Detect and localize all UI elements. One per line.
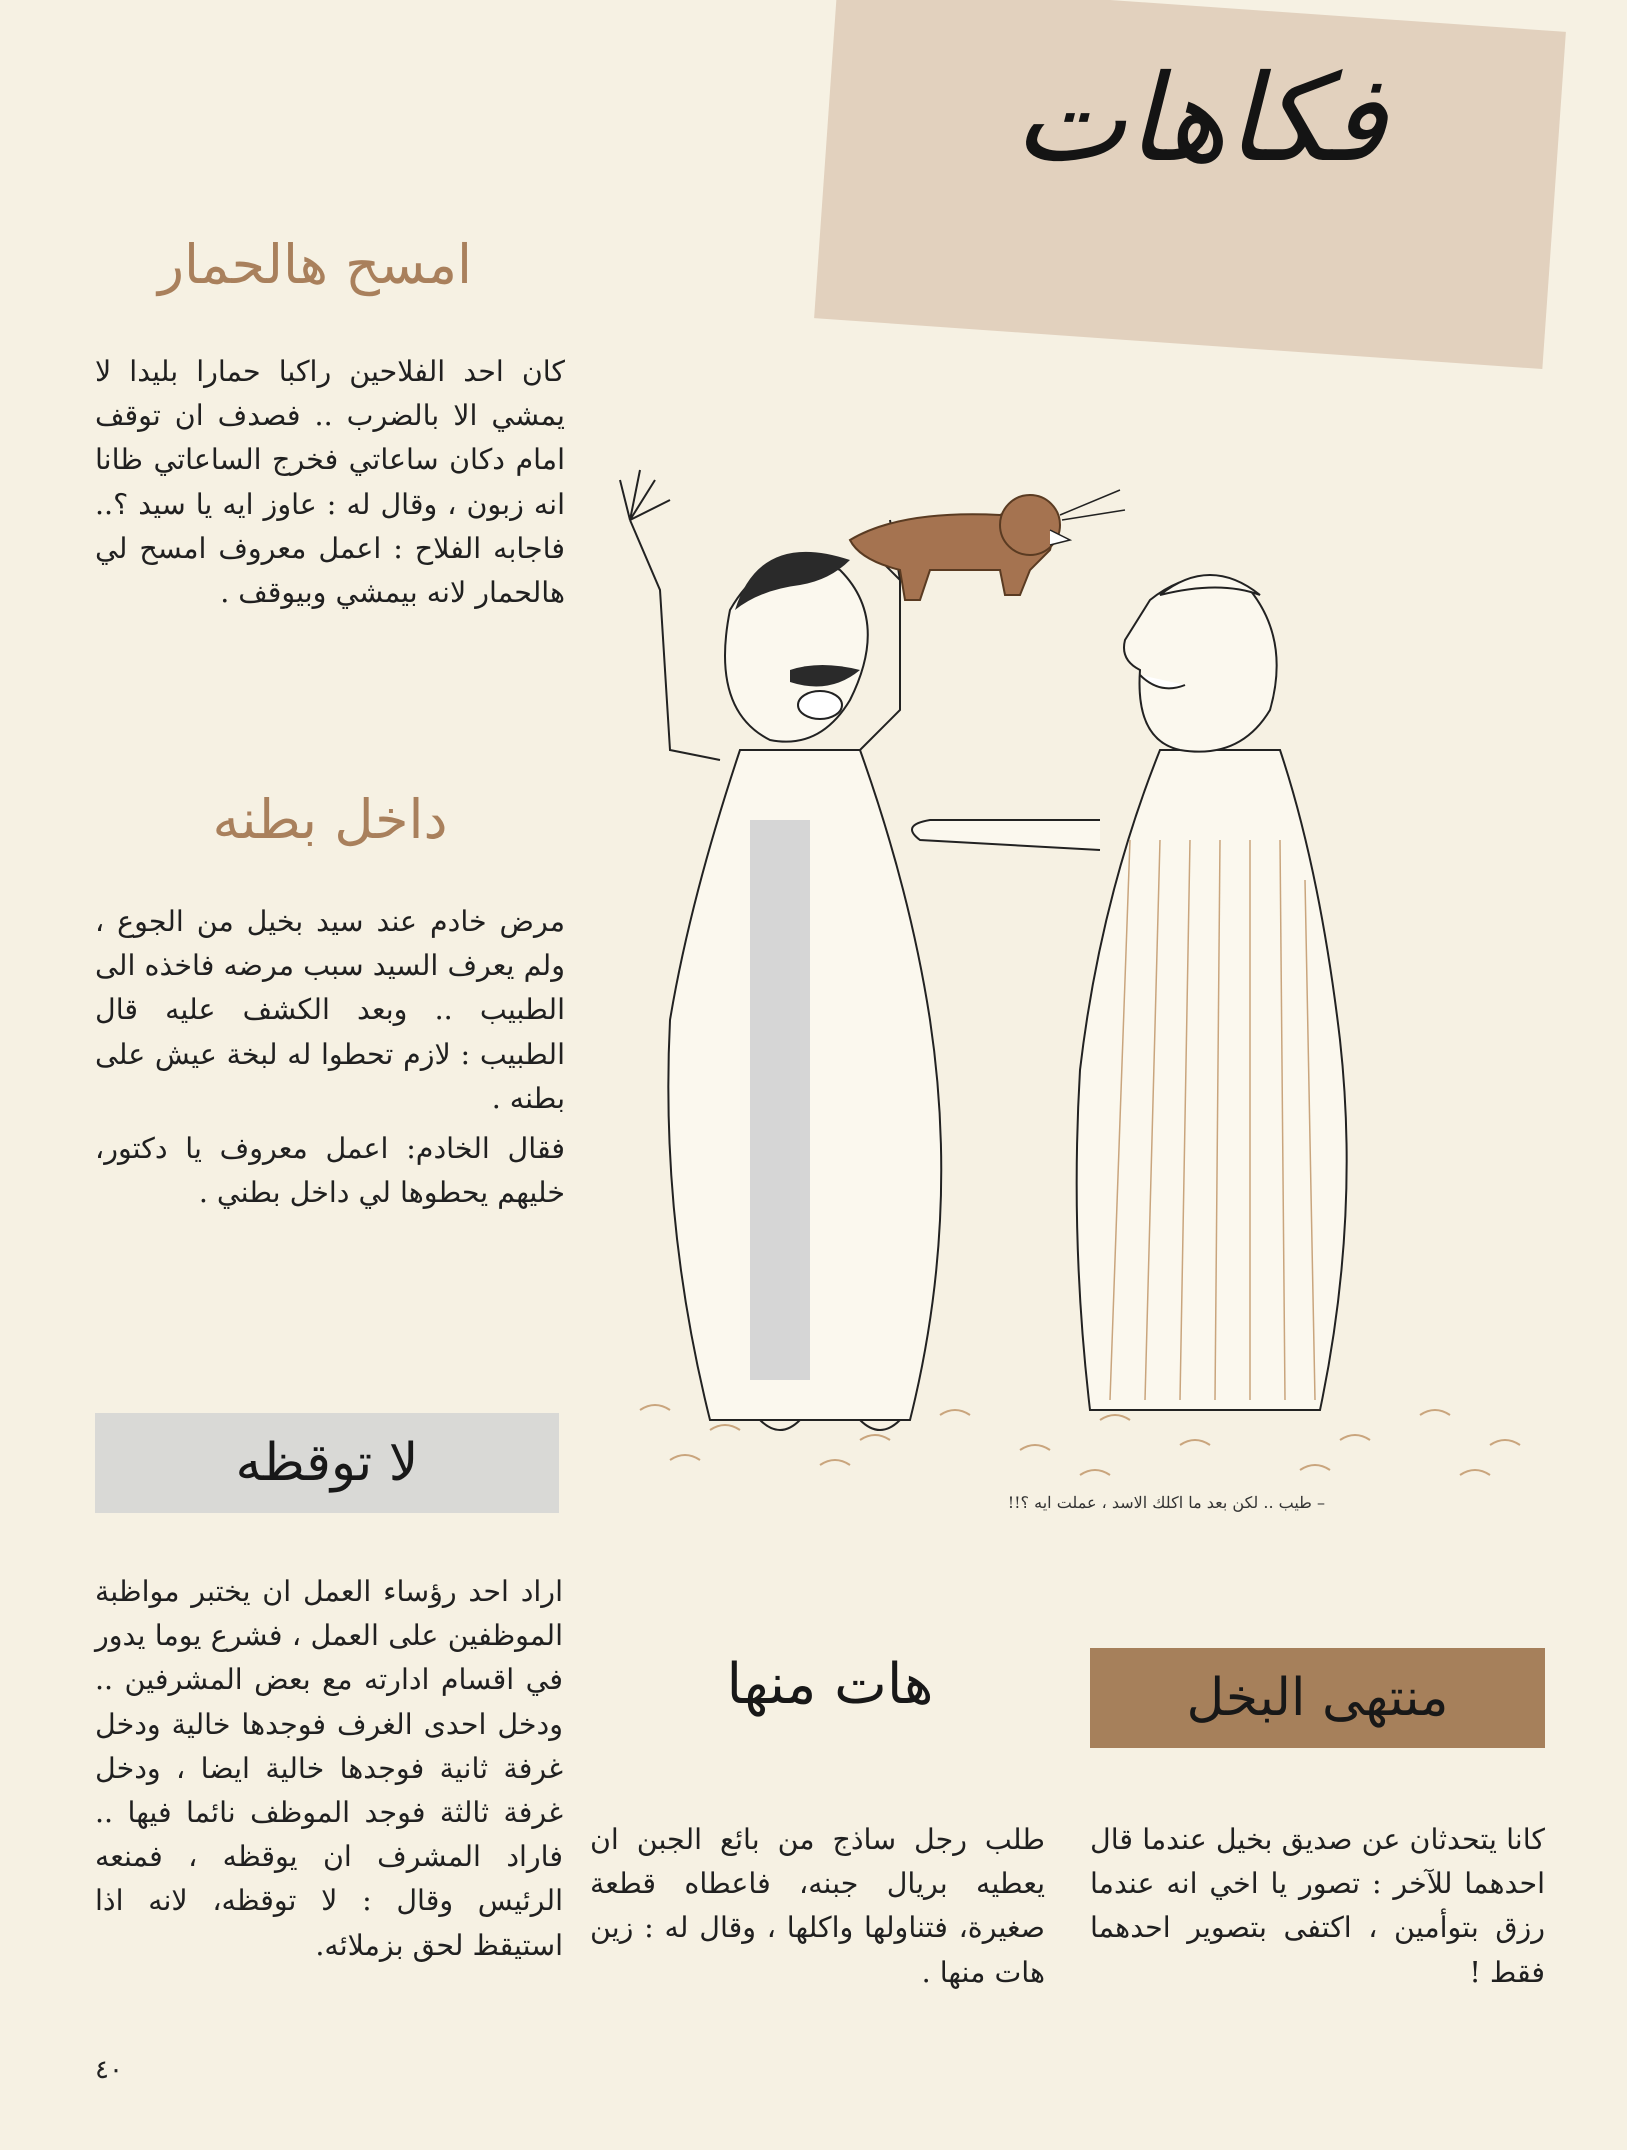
paragraph: فقال الخادم: اعمل معروف يا دكتور، خليهم يحطوها لي داخل بطني . xyxy=(95,1132,565,1210)
article-title-stingy: منتهى البخل xyxy=(1186,1668,1449,1728)
smiling-man xyxy=(912,575,1347,1410)
article-title-donkey: امسح هالحمار xyxy=(157,233,473,296)
title-bar-stingy xyxy=(1090,1648,1545,1748)
masthead-title: فكاهات xyxy=(1013,50,1387,189)
article-title-dont-wake: لا توقظه xyxy=(235,1433,419,1493)
article-title-belly: داخل بطنه xyxy=(212,788,448,851)
article-title-give-more: هات منها xyxy=(726,1652,934,1717)
cartoon-illustration xyxy=(600,420,1580,1500)
paragraph: كان احد الفلاحين راكبا حمارا بليدا لا يمشي الا بالضرب .. فصدف ان توقف امام دكان ساعاتي فخرج الساعاتي ظانا انه زبون ، وقال له : عاوز ايه يا سيد ؟.. فاجابه الفلاح : اعمل معروف امسح لي هالحمار لانه بيمشي وبيوقف . xyxy=(95,355,565,610)
article-body-donkey xyxy=(95,350,565,615)
paragraph: مرض خادم عند سيد بخيل من الجوع ، ولم يعرف السيد سبب مرضه فاخذه الى الطبيب .. وبعد الكشف عليه قال الطبيب : لازم تحطوا له لبخة عيش على بطنه . xyxy=(95,905,565,1115)
frightened-man xyxy=(620,470,941,1430)
title-bar-dont-wake xyxy=(95,1413,559,1513)
article-body-give-more xyxy=(590,1818,1045,1995)
article-body-belly xyxy=(95,900,565,1215)
page-number: ٤٠ xyxy=(95,2055,123,2085)
paragraph: اراد احد رؤساء العمل ان يختبر مواظبة الموظفين على العمل ، فشرع يوما يدور في اقسام ادارته مع بعض المشرفين .. ودخل احدى الغرف فوجدها خالية ودخل غرفة ثانية فوجدها خالية ايضا ، ودخل غرفة ثالثة فوجد الموظف نائما فيها .. فاراد المشرف ان يوقظه ، فمنعه الرئيس وقال : لا توقظه، لانه اذا استيقظ لحق بزملائه. xyxy=(95,1575,563,1962)
lion-icon xyxy=(850,490,1125,600)
paragraph: كانا يتحدثان عن صديق بخيل عندما قال احدهما للآخر : تصور يا اخي انه عندما رزق بتوأمين ، اكتفى بتصوير احدهما فقط ! xyxy=(1090,1823,1545,1989)
article-body-stingy xyxy=(1090,1818,1545,1995)
cartoon-caption: – طيب .. لكن بعد ما اكلك الاسد ، عملت ايه ؟!! xyxy=(1007,1493,1325,1512)
robe-shadow xyxy=(750,820,810,1380)
article-body-dont-wake xyxy=(95,1570,563,1968)
paragraph: طلب رجل ساذج من بائع الجبن ان يعطيه بريال جبنه، فاعطاه قطعة صغيرة، فتناولها واكلها ، وقال له : زين هات منها . xyxy=(590,1823,1045,1989)
